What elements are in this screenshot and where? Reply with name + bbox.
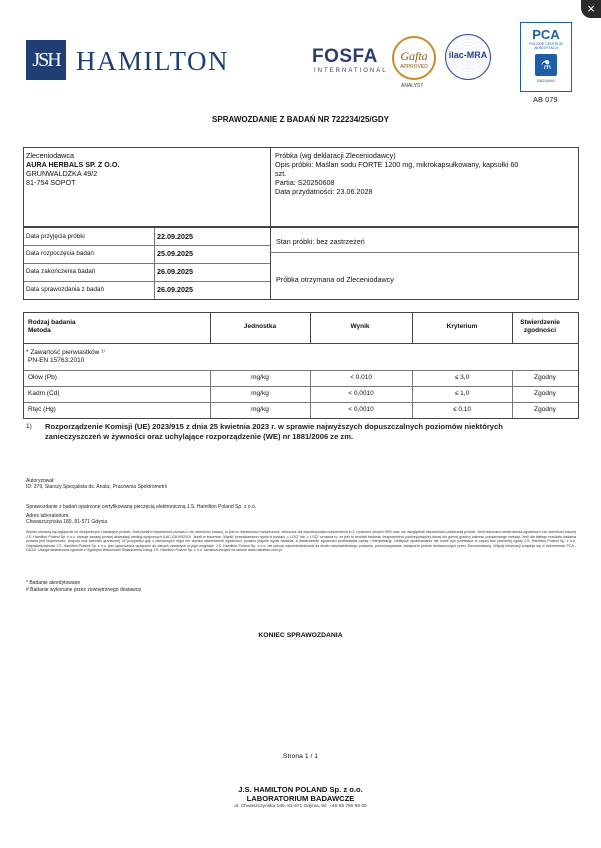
authorization-label: Autoryzował: [26,478,55,484]
header-test-type-label: Rodzaj badania [28,319,76,326]
date-label: Data zakończenia badań [26,268,96,275]
sample-description-cont: szt. [275,169,287,178]
header-compliance-l1: Stwierdzenie [520,319,560,326]
header-compliance-l2: zgodności [523,327,557,335]
footer-lab: LABORATORIUM BADAWCZE [246,794,355,803]
fosfa-logo-subtitle: INTERNATIONAL [314,68,388,74]
pca-accreditation-logo [520,22,572,92]
date-value: 26.09.2025 [157,285,193,294]
row-compliance: Zgodny [534,390,556,397]
client-section [26,151,266,187]
notes-section [26,504,576,526]
header-unit: Jednostka [243,323,277,330]
sample-label: Próbka (wg deklaracji Zleceniodawcy) [275,151,396,160]
table-row [24,386,578,402]
sample-description: Opis próbki: Maślan sodu FORTE 1200 mg, mikrokapsułkowany, kapsułki 60 [275,160,519,169]
gafta-role: ANALYST [401,83,424,89]
ilac-mra-logo [445,34,491,80]
row-criterion: ≤ 0,10 [452,406,472,413]
row-name: Kadm (Cd) [28,390,60,397]
disclaimer: Wyniki odnoszą się wyłącznie do otrzymanych i badanych próbek. Jeśli podano niepewność pomiaru i nie określono inaczej, to jest to niepewność rozszerzona, obliczona dla współczynnika rozszerzenia k=2 i poziomu ufności 95% oraz nie uwzględnia niepewności pobierania próbek. Jeśli dokonano stwierdzenia zgodności i nie określono inaczej J.S. Hamilton Poland Sp. z o.o. stosuje zasadę prostej akceptacji według wytycznych ILAC-G8:09/2019. Jeżeli w kolumnie „Wynik” przedstawiono wynik w postaci „< LOQ” lub „> LOQ” oznacza to, że jest to rezultat badania, bezpośrednio poniżej/powyżej dolnej lub górnej granicy zakresu pomiarowego metody. Jeśli dla takiego rezultatu badania podana jest niepewność, dotyczy ona wartości granicznej. W przypadku gdy z określonych reguł nie wynika stwierdzenie zgodności, podano jedynie wynik badania, a stwierdzenie zgodności przedstawia opinię i interpretację. Niniejsze sprawozdanie nie może być powielane w części bez pisemnej zgody J.S. Hamilton Poland Sp. z o.o. Odpowiedzialność J.S. Hamilton Poland Sp. z o.o. jest ograniczona wyłącznie do danych zawartych w jego oryginale. J.S. Hamilton Poland Sp. z o.o. nie ponosi odpowiedzialności za skutki nieprawidłowego pobrania, przechowywania, transportu próbek dostarczonych przez Zleceniodawcę. Więcej informacji znajduje się w dokumencie PCA - DA-02. Usługa świadczona zgodnie z Ogólnymi Warunkami Świadczenia Usług J.S. Hamilton Poland Sp. z o.o. zamieszczonymi na stronie www.hamilton.com.pl [26,530,576,552]
pca-logo-text: PCA [532,27,560,42]
footnote-line1: Rozporządzenie Komisji (UE) 2023/915 z dnia 25 kwietnia 2023 r. w sprawie najwyższych dopuszczalnych poziomów niektórych [45,422,503,431]
header-result: Wynik [350,323,370,330]
date-value: 22.09.2025 [157,232,193,241]
date-row [24,245,270,263]
row-unit: mg/kg [251,406,269,413]
date-label: Data rozpoczęcia badań [26,250,94,257]
sample-section [275,151,575,196]
page-number: Strona 1 / 1 [282,753,319,760]
fosfa-logo: FOSFA [312,46,378,67]
row-criterion: ≤ 1,0 [454,390,470,397]
client-name: AURA HERBALS SP. Z O.O. [26,160,120,169]
client-street: GRUNWALDZKA 49/2 [26,169,98,178]
pca-logo-sub: POLSKIE CENTRUM AKREDYTACJI [529,42,563,50]
authorization-id: ID: 379, Starszy Specjalista ds. Analiz, Pracownia Spektrometrii [26,484,167,491]
date-value: 25.09.2025 [157,249,193,258]
row-unit: mg/kg [251,374,269,381]
client-label: Zleceniodawca [26,151,74,160]
close-icon[interactable]: × [581,0,601,18]
footer [0,785,601,811]
gafta-logo-text: Gafta [400,49,428,63]
hamilton-logo-text: HAMILTON [76,46,230,76]
results-table [23,312,579,419]
group-title: * Zawartość pierwiastków ¹⁾ [26,349,105,356]
pca-badania: BADANIA [537,78,555,83]
report-title: SPRAWOZDANIE Z BADAŃ NR 722234/25/GDY [212,115,389,124]
header-method-label: Metoda [28,327,51,335]
date-value: 26.09.2025 [157,267,193,276]
external-note: # Badanie wykonane przez zewnętrznego dostawcę [26,587,142,593]
hamilton-logo-mark: JSH [26,40,66,80]
sample-state: Stan próbki: bez zastrzeżeń [276,237,365,246]
header-test-type [28,319,76,336]
sample-received: Próbka otrzymana od Zleceniodawcy [276,275,394,284]
group-method: PN-EN 15763:2010 [28,357,85,364]
dates-box [23,227,579,300]
footnote-mark: 1) [26,423,32,430]
signature-note: Sprawozdanie z badań opatrzone certyfikowaną pieczęcią elektroniczną J.S. Hamilton Poland Sp. z o.o. [26,504,257,510]
date-label: Data sprawozdania z badań [26,286,105,293]
sample-expiry: Data przydatności: 23.06.2028 [275,187,373,196]
end-of-report: KONIEC SPRAWOZDANIA [258,632,343,639]
row-compliance: Zgodny [534,406,556,413]
client-city: 81-754 SOPOT [26,178,76,187]
gafta-logo-sub: APPROVED [400,64,428,70]
ilac-logo-text: ilac-MRA [448,50,488,60]
footer-address: ul. Chwaszczyńska 180, 81-571 Gdynia, tel. +48 58 766 99 00 [234,804,367,809]
table-row [24,370,578,386]
sample-batch: Partia: S20250608 [275,178,335,187]
accreditation-number: AB 079 [533,95,558,104]
date-row [24,263,270,281]
row-unit: mg/kg [251,390,269,397]
table-row [24,402,578,418]
date-row [24,228,270,246]
accredited-note: * Badanie akredytowane [26,580,81,586]
header-criterion: Kryterium [446,323,478,330]
authorization [26,478,167,490]
date-row [24,281,270,299]
row-name: Rtęć (Hg) [28,406,56,413]
row-result: < 0,010 [350,374,372,381]
footer-company: J.S. HAMILTON POLAND Sp. z o.o. [238,785,363,794]
date-label: Data przyjęcia próbki [26,233,85,240]
footnote-line2: zanieczyszczeń w żywności oraz uchylające rozporządzenie (WE) nr 1881/2006 ze zm. [45,431,354,441]
row-result: < 0,0010 [348,390,374,397]
lab-address: Chwaszczyńska 180, 81-571 Gdynia [26,519,108,526]
client-sample-box [23,147,579,227]
gafta-logo [392,36,436,80]
header-compliance [502,319,578,336]
row-compliance: Zgodny [534,374,556,381]
flask-icon: ⚗ [535,54,557,76]
lab-address-label: Adres laboratorium: [26,513,70,520]
row-result: < 0,0010 [348,406,374,413]
row-name: Ołów (Pb) [28,374,57,381]
footnote-text [45,422,575,441]
row-criterion: ≤ 3,0 [454,374,470,381]
